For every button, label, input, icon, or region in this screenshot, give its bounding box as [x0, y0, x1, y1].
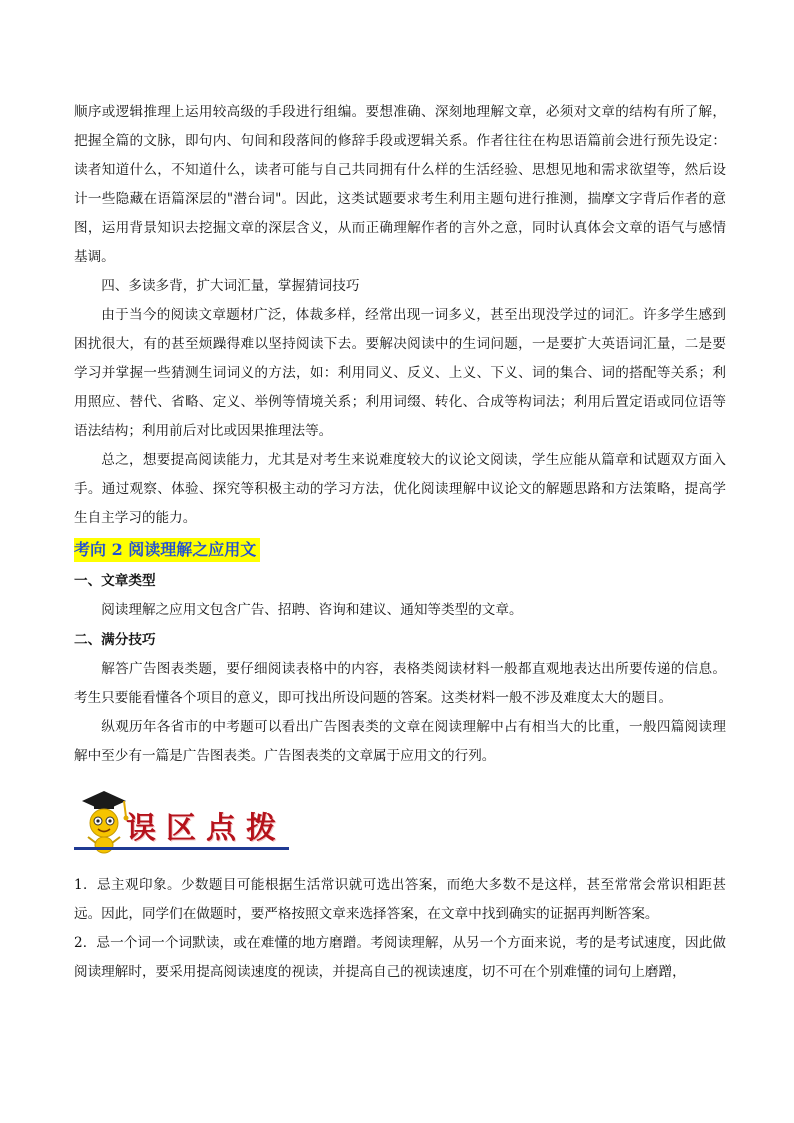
- subheading-article-types: 一、文章类型: [74, 573, 156, 589]
- paragraph-article-types: 阅读理解之应用文包含广告、招聘、咨询和建议、通知等类型的文章。: [101, 602, 523, 618]
- pitfall-item-2: 2．忌一个词一个词默读，或在难懂的地方磨蹭。考阅读理解，从另一个方面来说，考的是考试速度，因此做阅读理解时，要采用提高阅读速度的视读，并提高自己的视读速度，切不可在个别难懂的词句上磨蹭，: [74, 935, 726, 980]
- section-title-wrap: [74, 533, 726, 566]
- paragraph-tips-1: 解答广告图表类题，要仔细阅读表格中的内容，表格类阅读材料一般都直观地表达出所要传递的信息。考生只要能看懂各个项目的意义，即可找出所设问题的答案。这类材料一般不涉及难度太大的题目。: [74, 661, 726, 706]
- point-four-heading: 四、多读多背，扩大词汇量，掌握猜词技巧: [101, 278, 360, 294]
- section-title: 考向 2 阅读理解之应用文: [74, 538, 260, 562]
- banner-underline: [74, 847, 289, 850]
- paragraph-summary: 总之，想要提高阅读能力，尤其是对考生来说难度较大的议论文阅读，学生应能从篇章和试题双方面入手。通过观察、体验、探究等积极主动的学习方法，优化阅读理解中议论文的解题思路和方法策略，提高学生自主学习的能力。: [74, 452, 726, 526]
- paragraph-tips-2: 纵观历年各省市的中考题可以看出广告图表类的文章在阅读理解中占有相当大的比重，一般四篇阅读理解中至少有一篇是广告图表类。广告图表类的文章属于应用文的行列。: [74, 719, 726, 764]
- pitfalls-banner: [74, 787, 726, 861]
- document-content: [74, 98, 726, 987]
- paragraph-vocabulary: 由于当今的阅读文章题材广泛，体裁多样，经常出现一词多义，甚至出现没学过的词汇。许多学生感到困扰很大，有的甚至烦躁得难以坚持阅读下去。要解决阅读中的生词问题，一是要扩大英语词汇量，二是要学习并掌握一些猜测生词词义的方法，如：利用同义、反义、上义、下义、词的集合、词的搭配等关系；利用照应、替代、省略、定义、举例等情境关系；利用词缀、转化、合成等构词法；利用后置定语或同位语等语法结构；利用前后对比或因果推理法等。: [74, 307, 726, 439]
- pitfall-item-1: 1．忌主观印象。少数题目可能根据生活常识就可选出答案，而绝大多数不是这样，甚至常常会常识相距甚远。因此，同学们在做题时，要严格按照文章来选择答案，在文章中找到确实的证据再判断答案。: [74, 877, 726, 922]
- paragraph-structure: 顺序或逻辑推理上运用较高级的手段进行组编。要想准确、深刻地理解文章，必须对文章的结构有所了解，把握全篇的文脉，即句内、句间和段落间的修辞手段或逻辑关系。作者往往在构思语篇前会进行预先设定：读者知道什么，不知道什么，读者可能与自己共同拥有什么样的生活经验、思想见地和需求欲望等，然后设计一些隐藏在语篇深层的"潜台词"。因此，这类试题要求考生利用主题句进行推测，揣摩文字背后作者的意图，运用背景知识去挖掘文章的深层含义，从而正确理解作者的言外之意，同时认真体会文章的语气与感情基调。: [74, 104, 726, 265]
- pitfalls-banner-title: 误区点拨: [126, 811, 286, 846]
- subheading-tips: 二、满分技巧: [74, 632, 156, 648]
